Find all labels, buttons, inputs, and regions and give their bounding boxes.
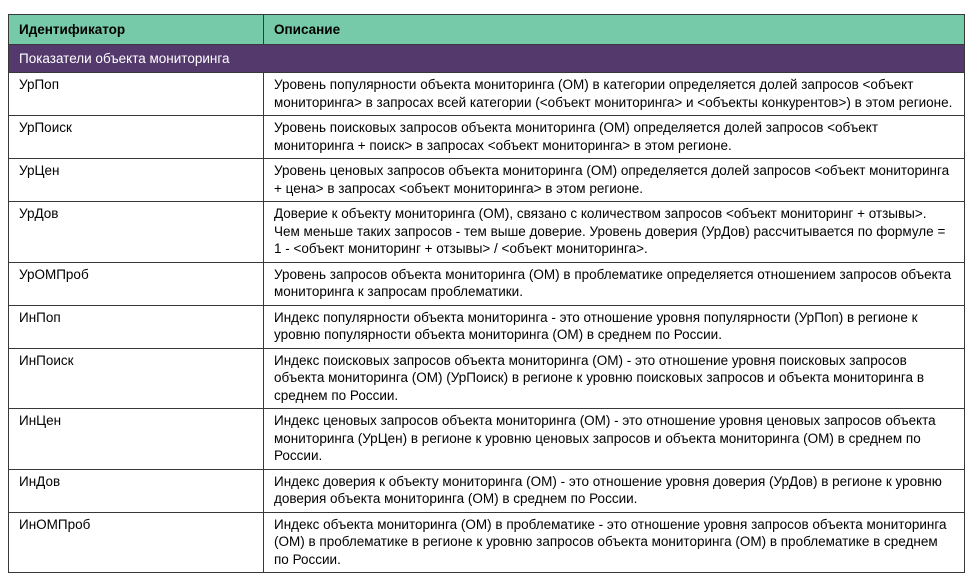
table-header-row [9, 15, 965, 45]
description-cell: Уровень запросов объекта мониторинга (ОМ) в проблематике определяется отношением запросов объекта мониторинга к запросам проблематики. [264, 262, 965, 305]
column-header-identifier: Идентификатор [9, 15, 264, 45]
description-cell: Уровень популярности объекта мониторинга (ОМ) в категории определяется долей запросов <объект мониторинга> в запросах всей категории (<объект мониторинга> и <объекты конкурентов>) в этом регионе. [264, 73, 965, 116]
identifier-cell: УрПоп [9, 73, 264, 116]
table-row [9, 409, 965, 470]
identifier-cell: ИнПоиск [9, 348, 264, 409]
description-cell: Индекс доверия к объекту мониторинга (ОМ) - это отношение уровня доверия (УрДов) в регионе к уровню доверия объекта мониторинга (ОМ) в среднем по России. [264, 469, 965, 512]
description-cell: Доверие к объекту мониторинга (ОМ), связано с количеством запросов <объект мониторинг + отзывы>. Чем меньше таких запросов - тем выше доверие. Уровень доверия (УрДов) рассчитывается по формуле = 1 - <объект мониторинг + отзывы> / <объект мониторинга>. [264, 202, 965, 263]
column-header-description: Описание [264, 15, 965, 45]
table-row [9, 159, 965, 202]
table-row [9, 305, 965, 348]
table-row [9, 469, 965, 512]
identifier-cell: УрПоиск [9, 116, 264, 159]
description-cell: Уровень ценовых запросов объекта мониторинга (ОМ) определяется долей запросов <объект мониторинга + цена> в запросах <объект мониторинга> в этом регионе. [264, 159, 965, 202]
table-row [9, 348, 965, 409]
table-row [9, 262, 965, 305]
indicators-table [8, 14, 965, 573]
description-cell: Индекс объекта мониторинга (ОМ) в проблематике - это отношение уровня запросов объекта мониторинга (ОМ) в проблематике в регионе к уровню запросов объекта мониторинга (ОМ) в проблематике в среднем по России. [264, 512, 965, 573]
description-cell: Индекс поисковых запросов объекта мониторинга (ОМ) - это отношение уровня поисковых запросов объекта мониторинга (ОМ) (УрПоиск) в регионе к уровню поисковых запросов и объекта мониторинга в среднем по России. [264, 348, 965, 409]
identifier-cell: ИнОМПроб [9, 512, 264, 573]
description-cell: Уровень поисковых запросов объекта мониторинга (ОМ) определяется долей запросов <объект мониторинга + поиск> в запросах <объект мониторинга> в этом регионе. [264, 116, 965, 159]
table-row [9, 73, 965, 116]
section-header-row [9, 45, 965, 73]
table-row [9, 202, 965, 263]
description-cell: Индекс популярности объекта мониторинга - это отношение уровня популярности (УрПоп) в регионе к уровню популярности объекта мониторинга (ОМ) в среднем по России. [264, 305, 965, 348]
section-header-label: Показатели объекта мониторинга [9, 45, 965, 73]
table-body [9, 73, 965, 573]
identifier-cell: ИнЦен [9, 409, 264, 470]
identifier-cell: УрЦен [9, 159, 264, 202]
description-cell: Индекс ценовых запросов объекта мониторинга (ОМ) - это отношение уровня ценовых запросов объекта мониторинга (УрЦен) в регионе к уровню ценовых запросов и объекта мониторинга (ОМ) в среднем по России. [264, 409, 965, 470]
table-row [9, 512, 965, 573]
identifier-cell: ИнПоп [9, 305, 264, 348]
identifier-cell: УрОМПроб [9, 262, 264, 305]
identifier-cell: УрДов [9, 202, 264, 263]
table-row [9, 116, 965, 159]
identifier-cell: ИнДов [9, 469, 264, 512]
